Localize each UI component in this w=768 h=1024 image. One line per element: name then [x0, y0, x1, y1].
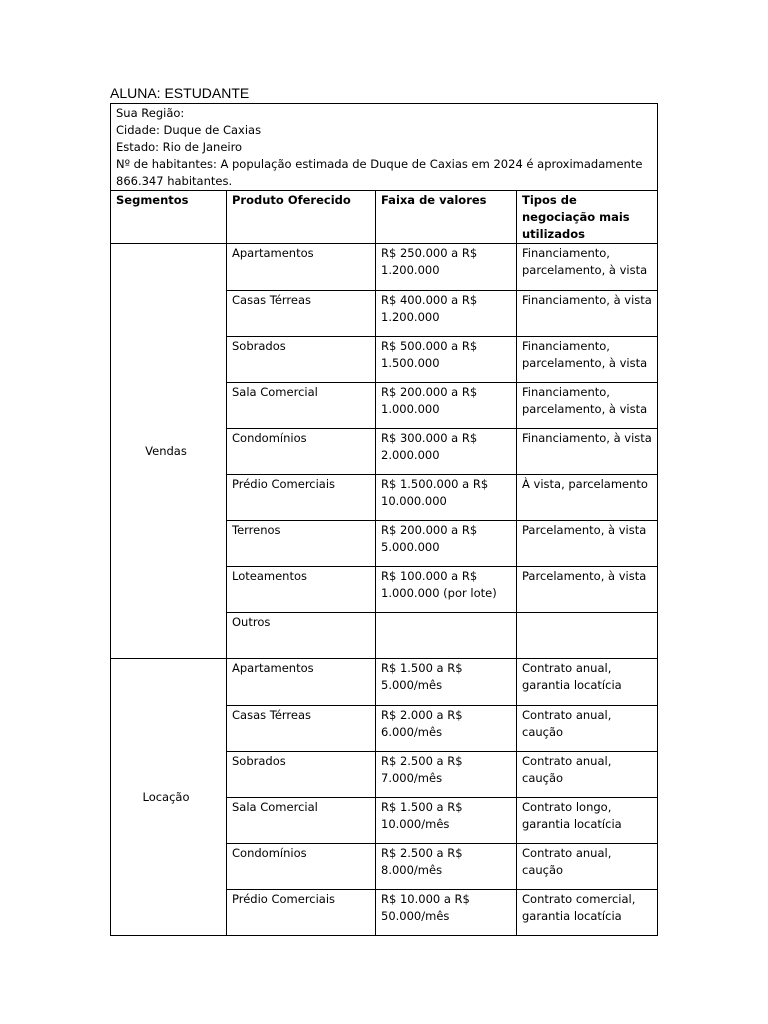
negotiation-cell: Contrato comercial, garantia locatícia [517, 890, 658, 936]
negotiation-cell: Financiamento, parcelamento, à vista [517, 337, 658, 383]
population-line: Nº de habitantes: A população estimada de Duque de Caxias em 2024 é aproximadamente 866.347 habitantes. [116, 157, 643, 188]
negotiation-cell: Financiamento, parcelamento, à vista [517, 244, 658, 291]
value-range-cell: R$ 100.000 a R$ 1.000.000 (por lote) [376, 567, 517, 613]
value-range-cell: R$ 500.000 a R$ 1.500.000 [376, 337, 517, 383]
table-row [111, 244, 658, 291]
negotiation-cell: Contrato longo, garantia locatícia [517, 798, 658, 844]
product-cell: Casas Térreas [227, 291, 376, 337]
product-cell: Sobrados [227, 337, 376, 383]
value-range-cell: R$ 1.500 a R$ 10.000/mês [376, 798, 517, 844]
value-range-cell [376, 613, 517, 659]
value-range-cell: R$ 200.000 a R$ 5.000.000 [376, 521, 517, 567]
market-table [110, 103, 658, 936]
header-negotiation-types: Tipos de negociação mais utilizados [517, 191, 658, 244]
product-cell: Condomínios [227, 844, 376, 890]
region-info-cell [111, 104, 658, 191]
product-cell: Prédio Comerciais [227, 890, 376, 936]
student-label: ALUNA: ESTUDANTE [110, 85, 250, 101]
negotiation-cell: Financiamento, parcelamento, à vista [517, 383, 658, 429]
value-range-cell: R$ 10.000 a R$ 50.000/mês [376, 890, 517, 936]
product-cell: Sala Comercial [227, 798, 376, 844]
product-cell: Prédio Comerciais [227, 475, 376, 521]
product-cell: Loteamentos [227, 567, 376, 613]
product-cell: Sala Comercial [227, 383, 376, 429]
value-range-cell: R$ 2.500 a R$ 7.000/mês [376, 752, 517, 798]
table-header-row [111, 191, 658, 244]
header-product: Produto Oferecido [227, 191, 376, 244]
product-cell: Apartamentos [227, 659, 376, 706]
value-range-cell: R$ 400.000 a R$ 1.200.000 [376, 291, 517, 337]
state-line: Estado: Rio de Janeiro [116, 140, 243, 154]
header-segments: Segmentos [111, 191, 227, 244]
region-heading: Sua Região: [116, 106, 185, 120]
negotiation-cell: À vista, parcelamento [517, 475, 658, 521]
product-cell: Casas Térreas [227, 706, 376, 752]
product-cell: Terrenos [227, 521, 376, 567]
value-range-cell: R$ 1.500.000 a R$ 10.000.000 [376, 475, 517, 521]
negotiation-cell: Contrato anual, caução [517, 844, 658, 890]
segment-cell: Vendas [111, 244, 227, 659]
header-value-range: Faixa de valores [376, 191, 517, 244]
negotiation-cell: Financiamento, à vista [517, 291, 658, 337]
value-range-cell: R$ 2.500 a R$ 8.000/mês [376, 844, 517, 890]
negotiation-cell: Contrato anual, caução [517, 752, 658, 798]
product-cell: Apartamentos [227, 244, 376, 291]
negotiation-cell: Contrato anual, garantia locatícia [517, 659, 658, 706]
product-cell: Sobrados [227, 752, 376, 798]
table-row [111, 659, 658, 706]
negotiation-cell: Contrato anual, caução [517, 706, 658, 752]
value-range-cell: R$ 1.500 a R$ 5.000/mês [376, 659, 517, 706]
product-cell: Outros [227, 613, 376, 659]
value-range-cell: R$ 2.000 a R$ 6.000/mês [376, 706, 517, 752]
product-cell: Condomínios [227, 429, 376, 475]
value-range-cell: R$ 200.000 a R$ 1.000.000 [376, 383, 517, 429]
region-info-row [111, 104, 658, 191]
negotiation-cell [517, 613, 658, 659]
negotiation-cell: Parcelamento, à vista [517, 567, 658, 613]
city-line: Cidade: Duque de Caxias [116, 123, 262, 137]
segment-cell: Locação [111, 659, 227, 936]
negotiation-cell: Financiamento, à vista [517, 429, 658, 475]
value-range-cell: R$ 250.000 a R$ 1.200.000 [376, 244, 517, 291]
value-range-cell: R$ 300.000 a R$ 2.000.000 [376, 429, 517, 475]
negotiation-cell: Parcelamento, à vista [517, 521, 658, 567]
